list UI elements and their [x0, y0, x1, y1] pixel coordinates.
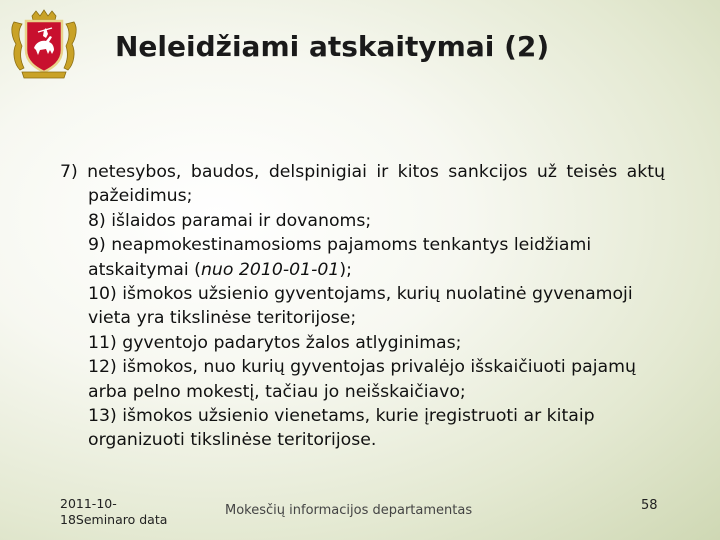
page-number: 58: [641, 498, 658, 513]
list-item: 10) išmokos užsienio gyventojams, kurių nuolatinė gyvenamoji vieta yra tikslinėse teritorijose;: [88, 284, 633, 329]
footer-department: Mokesčių informacijos departamentas: [225, 503, 473, 518]
slide-body: [60, 160, 665, 453]
list-item: 7) netesybos, baudos, delspinigiai ir kitos sankcijos už teisės aktų pažeidimus;: [60, 162, 665, 207]
footer-date-line2: 18Seminaro data: [60, 512, 168, 527]
footer-date-line1: 2011-10-: [60, 496, 117, 511]
list-item: 13) išmokos užsienio vienetams, kurie įregistruoti ar kitaip organizuoti tikslinėse teritorijose.: [88, 406, 595, 451]
footer-date: [60, 496, 210, 528]
list-item-text: 9) neapmokestinamosioms pajamoms tenkantys leidžiami atskaitymai (: [88, 235, 592, 280]
slide-title: Neleidžiami atskaitymai (2): [115, 30, 550, 63]
list-item-text-end: );: [339, 259, 352, 280]
list-item: [88, 233, 665, 282]
coat-of-arms-icon: [8, 8, 80, 80]
italic-date: nuo 2010-01-01: [200, 259, 340, 280]
list-item: 8) išlaidos paramai ir dovanoms;: [88, 210, 372, 231]
list-item: 12) išmokos, nuo kurių gyventojas privalėjo išskaičiuoti pajamų arba pelno mokestį, tačiau jo neišskaičiavo;: [88, 357, 636, 402]
list-item: 11) gyventojo padarytos žalos atlyginimas;: [88, 332, 462, 353]
